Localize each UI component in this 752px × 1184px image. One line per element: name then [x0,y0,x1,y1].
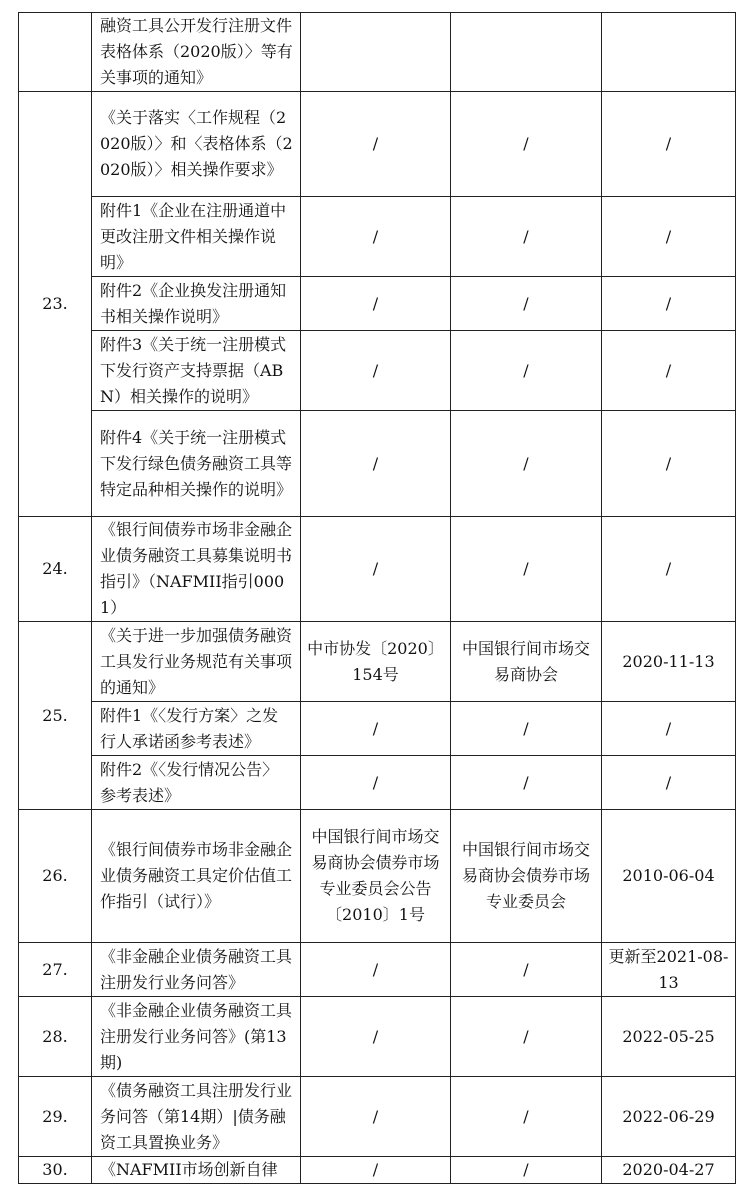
issuing-body: / [451,331,602,411]
document-title: 附件3《关于统一注册模式下发行资产支持票据（ABN）相关操作的说明》 [92,331,301,411]
issue-date: / [602,331,736,411]
document-title: 附件1《企业在注册通道中更改注册文件相关操作说明》 [92,197,301,277]
row-number: 27. [19,943,92,997]
issue-date: / [602,702,736,756]
issue-date: 2020-04-27 [602,1157,736,1184]
issue-date: / [602,756,736,810]
table-row [19,197,736,277]
row-number: 23. [19,92,92,517]
issue-date: / [602,197,736,277]
table-row [19,1077,736,1157]
issuing-body: / [451,943,602,997]
document-title: 《NAFMII市场创新自律 [92,1157,301,1184]
document-number: / [301,277,451,331]
document-number [301,13,451,92]
issuing-body: / [451,1077,602,1157]
table-row [19,517,736,622]
issue-date: 2022-06-29 [602,1077,736,1157]
document-number: / [301,943,451,997]
issue-date: / [602,411,736,517]
table-row [19,810,736,943]
table-row [19,92,736,197]
row-number: 30. [19,1157,92,1184]
document-number: / [301,702,451,756]
document-title: 附件2《企业换发注册通知书相关操作说明》 [92,277,301,331]
table-row [19,702,736,756]
table-row [19,13,736,92]
document-number: / [301,756,451,810]
issuing-body: / [451,1157,602,1184]
issuing-body: 中国银行间市场交易商协会 [451,622,602,702]
issue-date: / [602,277,736,331]
document-number: / [301,331,451,411]
table-row [19,756,736,810]
table-row [19,277,736,331]
issuing-body: / [451,756,602,810]
table-row [19,331,736,411]
document-title: 附件1《〈发行方案〉之发行人承诺函参考表述》 [92,702,301,756]
issuing-body: / [451,517,602,622]
row-number [19,13,92,92]
issue-date: / [602,517,736,622]
issue-date: 2010-06-04 [602,810,736,943]
row-number: 24. [19,517,92,622]
document-number: / [301,997,451,1077]
regulation-table [18,12,736,1184]
issuing-body: / [451,997,602,1077]
document-number: / [301,92,451,197]
issue-date: / [602,92,736,197]
issuing-body: / [451,197,602,277]
document-number: / [301,1157,451,1184]
table-row [19,1157,736,1184]
issue-date: 更新至2021-08-13 [602,943,736,997]
row-number: 26. [19,810,92,943]
table-row [19,622,736,702]
issue-date: 2022-05-25 [602,997,736,1077]
table-row [19,943,736,997]
document-title: 《关于进一步加强债务融资工具发行业务规范有关事项的通知》 [92,622,301,702]
row-number: 29. [19,1077,92,1157]
issuing-body: / [451,702,602,756]
issuing-body: / [451,277,602,331]
document-number: / [301,1077,451,1157]
document-title: 《银行间债券市场非金融企业债务融资工具募集说明书指引》（NAFMII指引0001） [92,517,301,622]
issue-date [602,13,736,92]
document-title: 附件4《关于统一注册模式下发行绿色债务融资工具等特定品种相关操作的说明》 [92,411,301,517]
document-number: 中国银行间市场交易商协会债券市场专业委员会公告〔2010〕1号 [301,810,451,943]
row-number: 28. [19,997,92,1077]
document-number: / [301,197,451,277]
table-row [19,997,736,1077]
document-title: 《银行间债券市场非金融企业债务融资工具定价估值工作指引（试行）》 [92,810,301,943]
document-title: 融资工具公开发行注册文件表格体系（2020版）〉等有关事项的通知》 [92,13,301,92]
row-number: 25. [19,622,92,810]
document-number: 中市协发〔2020〕154号 [301,622,451,702]
document-title: 《债务融资工具注册发行业务问答（第14期）|债务融资工具置换业务》 [92,1077,301,1157]
issuing-body: 中国银行间市场交易商协会债券市场专业委员会 [451,810,602,943]
document-number: / [301,517,451,622]
table-row [19,411,736,517]
issuing-body [451,13,602,92]
document-title: 《非金融企业债务融资工具注册发行业务问答》 [92,943,301,997]
issue-date: 2020-11-13 [602,622,736,702]
issuing-body: / [451,411,602,517]
document-title: 《非金融企业债务融资工具注册发行业务问答》(第13期) [92,997,301,1077]
issuing-body: / [451,92,602,197]
document-title: 附件2《〈发行情况公告〉参考表述》 [92,756,301,810]
document-number: / [301,411,451,517]
document-title: 《关于落实〈工作规程（2020版）〉和〈表格体系（2020版）〉相关操作要求》 [92,92,301,197]
